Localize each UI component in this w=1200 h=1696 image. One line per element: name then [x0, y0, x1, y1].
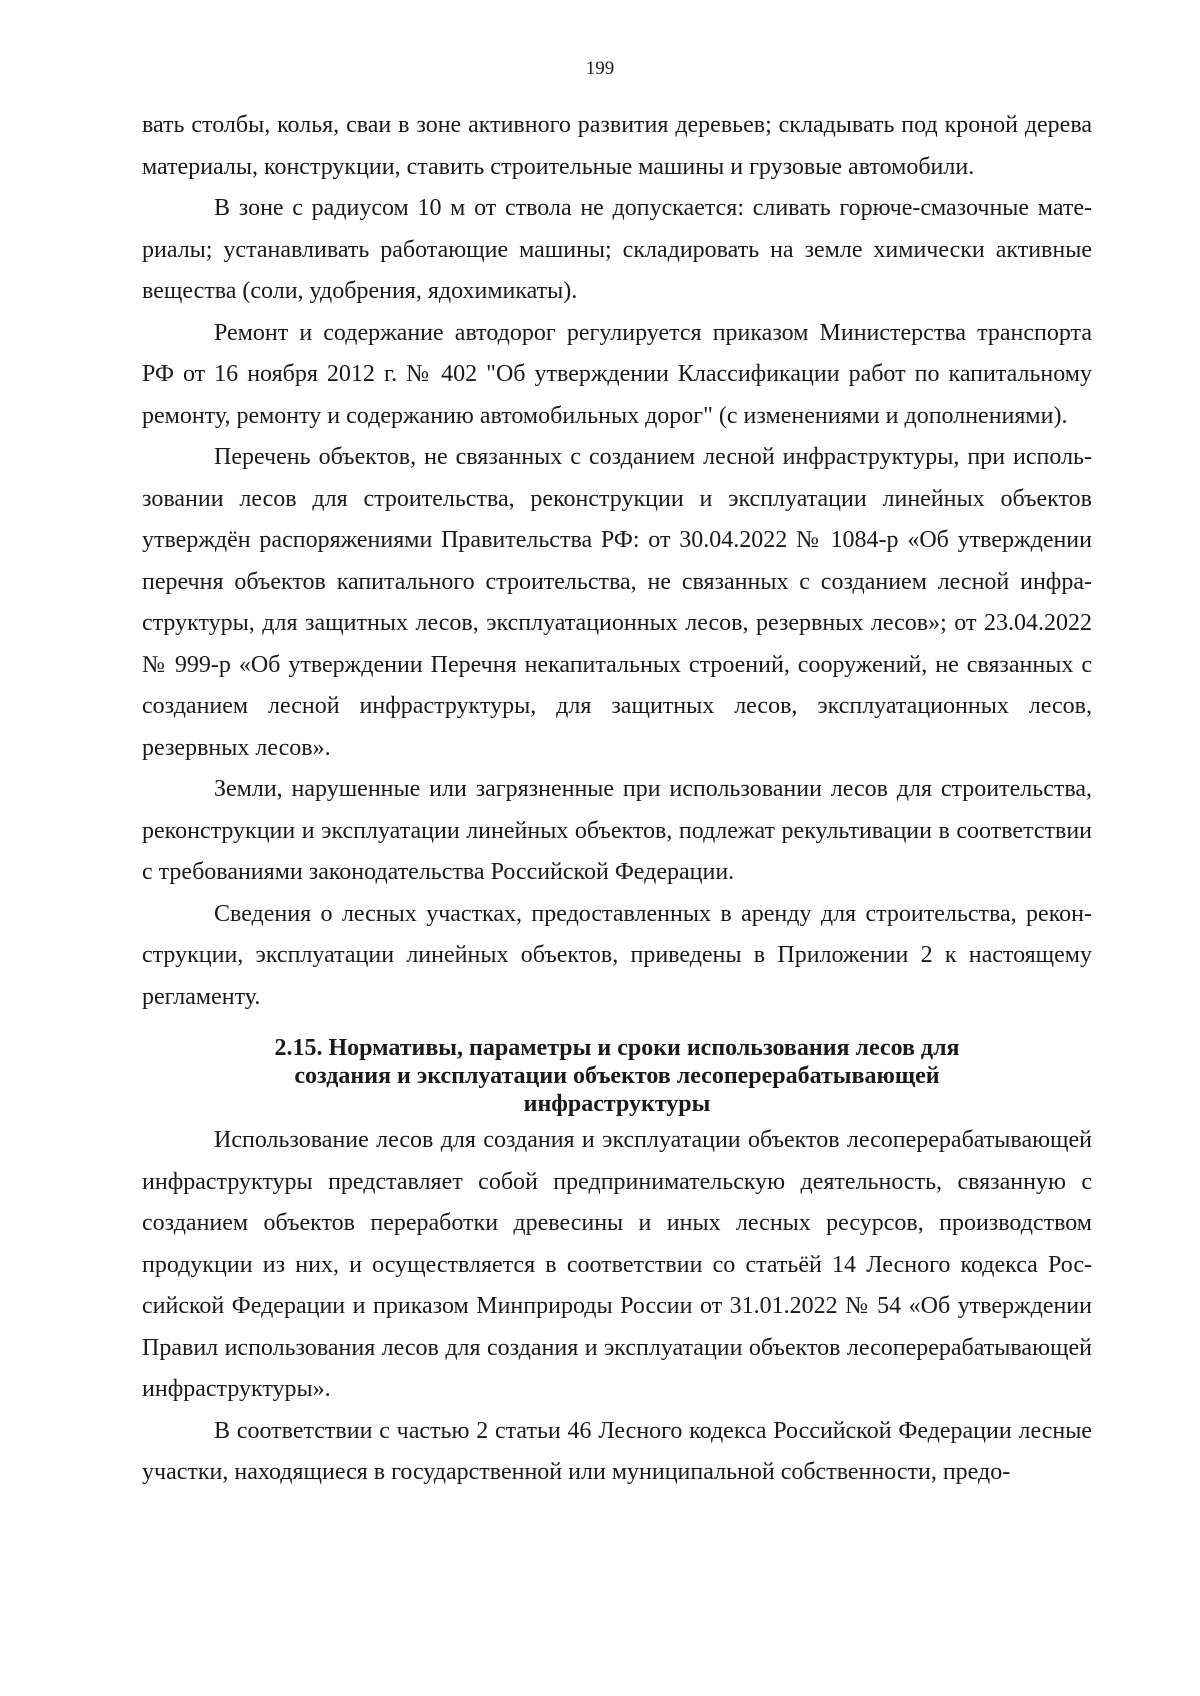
paragraph: В соответствии с частью 2 статьи 46 Лесного кодекса Российской Федерации лесные участки, находящиеся в государственной или муниципальной собственности, предо-	[142, 1417, 1092, 1485]
paragraph: Ремонт и содержание автодорог регулируется приказом Министерства транспорта РФ от 16 ноября 2012 г. № 402 "Об утверждении Классификации работ по капитальному ремонту, ремонту и содержанию автомобильных дорог" (с изменениями и дополнениями).	[142, 319, 1092, 429]
section-heading-line: инфраструктуры	[523, 1091, 711, 1117]
paragraph: Использование лесов для создания и эксплуатации объектов лесоперерабатывающей инфраструктуры представляет собой предпринимательскую деятельность, связанную с созданием объектов переработки древесины и иных лесных ресурсов, производством продукции из них, и осуществляется в соответствии со статьёй 14 Лесного кодекса Российской Федерации и приказом Минприроды России от 31.01.2022 № 54 «Об утверждении Правил использования лесов для создания и эксплуатации объектов лесоперерабатывающей инфраструктуры».	[142, 1127, 1092, 1402]
page-number: 199	[585, 58, 615, 79]
paragraph: Сведения о лесных участках, предоставленных в аренду для строительства, реконструкции, эксплуатации линейных объектов, приведены в Приложении 2 к настоящему регламенту.	[142, 900, 1092, 1010]
paragraph-continuation: вать столбы, колья, сваи в зоне активного развития деревьев; складывать под кроной дерева материалы, конструкции, ставить строительные машины и грузовые автомобили.	[142, 112, 1092, 180]
paragraph: Перечень объектов, не связанных с созданием лесной инфраструктуры, при использовании лесов для строительства, реконструкции и эксплуатации линейных объектов утверждён распоряжениями Правительства РФ: от 30.04.2022 № 1084-р «Об утверждении перечня объектов капитального строительства, не связанных с созданием лесной инфраструктуры, для защитных лесов, эксплуатационных лесов, резервных лесов»; от 23.04.2022 № 999-р «Об утверждении Перечня некапитальных строений, сооружений, не связанных с созданием лесной инфраструктуры, для защитных лесов, эксплуатационных лесов, резервных лесов».	[142, 444, 1092, 761]
paragraph: В зоне с радиусом 10 м от ствола не допускается: сливать горюче-смазочные материалы; устанавливать работающие машины; складировать на земле химически активные вещества (соли, удобрения, ядохимикаты).	[142, 195, 1092, 304]
paragraph: Земли, нарушенные или загрязненные при использовании лесов для строительства, реконструкции и эксплуатации линейных объектов, подлежат рекультивации в соответствии с требованиями законодательства Российской Федерации.	[142, 776, 1092, 885]
document-body	[142, 105, 1092, 1494]
section-heading-line: 2.15. Нормативы, параметры и сроки использования лесов для	[274, 1035, 960, 1061]
section-heading	[142, 1034, 1092, 1118]
section-heading-line: создания и эксплуатации объектов лесоперерабатывающей	[294, 1063, 940, 1089]
